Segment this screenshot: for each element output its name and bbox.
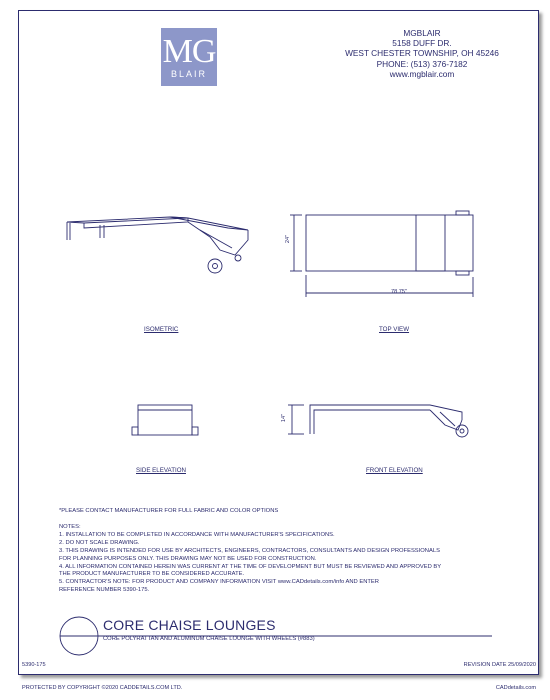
logo-mark: MG — [162, 33, 216, 70]
dim-length-label: 78.75" — [391, 289, 407, 295]
front-elevation-drawing — [280, 400, 480, 445]
note-line: 3. THIS DRAWING IS INTENDED FOR USE BY ARCHITECTS, ENGINEERS, CONTRACTORS, CONSULTANTS AND DESIGN PROFESSIONALS — [59, 547, 440, 554]
company-street: 5158 DUFF DR. — [392, 38, 452, 49]
logo-subtext: BLAIR — [170, 69, 207, 79]
top-view-drawing — [280, 207, 490, 297]
mgblair-logo — [161, 28, 217, 86]
dim-height-label: 14" — [281, 413, 288, 423]
front-rear-strut — [440, 412, 455, 426]
iso-wheel — [208, 259, 222, 273]
note-line: 4. ALL INFORMATION CONTAINED HEREIN WAS CURRENT AT THE TIME OF DEVELOPMENT BUT MUST BE REVIEWED AND APPROVED BY — [59, 563, 442, 570]
caddetails-link[interactable]: CADdetails.com — [495, 685, 536, 691]
side-elevation-drawing — [128, 400, 198, 445]
drawing-subtitle: CORE POLYRATTAN AND ALUMINUM CHAISE LOUNGE WITH WHEELS (#883) — [103, 636, 315, 642]
iso-deck-top — [67, 217, 188, 223]
isometric-drawing — [60, 210, 260, 280]
front-seat-inner — [314, 410, 430, 434]
side-elevation-label: SIDE ELEVATION — [136, 467, 186, 474]
iso-rear-frame — [188, 222, 248, 255]
top-wheel — [456, 211, 469, 215]
notes-heading: NOTES: — [59, 524, 81, 530]
side-frame — [138, 405, 192, 435]
note-line: THE PRODUCT MANUFACTURER TO BE CONSIDERED ACCURATE. — [59, 571, 245, 578]
iso-backrest — [170, 217, 248, 230]
front-elevation-label: FRONT ELEVATION — [366, 467, 423, 474]
front-wheel — [456, 425, 468, 437]
drawing-title: CORE CHAISE LOUNGES — [103, 617, 276, 633]
note-line: FOR PLANNING PURPOSES ONLY. THIS DRAWING MAY NOT BE USED FOR CONSTRUCTION. — [59, 555, 317, 562]
side-wheel — [192, 427, 198, 435]
iso-wheel-far — [235, 255, 241, 261]
company-name: MGBLAIR — [403, 28, 441, 38]
dim-width-label: 24" — [285, 234, 292, 244]
isometric-label: ISOMETRIC — [144, 326, 179, 333]
top-wheel — [456, 271, 469, 275]
company-phone: PHONE: (513) 376-7182 — [376, 58, 468, 69]
notes-block — [59, 524, 441, 595]
reference-number: 5390-175 — [22, 662, 46, 668]
iso-wheel-hub — [213, 264, 218, 269]
side-wheel — [132, 427, 138, 435]
top-back-section — [416, 215, 445, 271]
note-line: 2. DO NOT SCALE DRAWING. — [59, 539, 140, 546]
top-view-label: TOP VIEW — [379, 326, 410, 333]
note-line: 5. CONTRACTOR'S NOTE: FOR PRODUCT AND COMPANY INFORMATION VISIT www.CADdetails.com/info AND ENTER — [59, 579, 379, 586]
note-line: REFERENCE NUMBER 5390-175. — [59, 587, 150, 594]
front-wheel-hub — [460, 429, 464, 433]
revision-date: REVISION DATE 25/09/2020 — [463, 662, 536, 668]
top-outline — [306, 215, 473, 271]
note-line: 1. INSTALLATION TO BE COMPLETED IN ACCORDANCE WITH MANUFACTURER'S SPECIFICATIONS. — [59, 531, 335, 538]
company-city: WEST CHESTER TOWNSHIP, OH 45246 — [345, 48, 499, 59]
company-website: www.mgblair.com — [389, 68, 455, 79]
copyright-notice: PROTECTED BY COPYRIGHT ©2020 CADDETAILS.COM LTD. — [22, 685, 183, 691]
company-address-block — [322, 28, 522, 79]
contact-note: *PLEASE CONTACT MANUFACTURER FOR FULL FABRIC AND COLOR OPTIONS — [59, 508, 279, 514]
